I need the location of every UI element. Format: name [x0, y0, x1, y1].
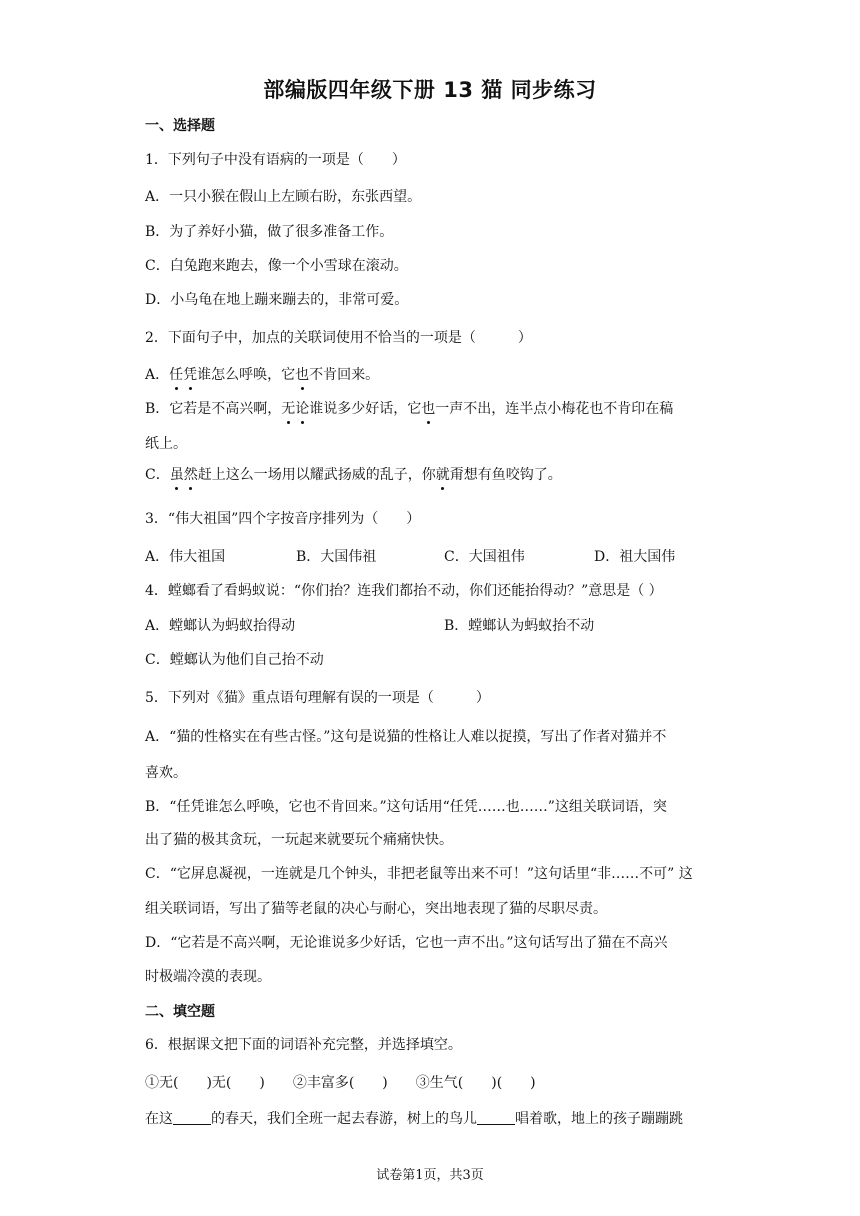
- question-1-stem: 1．下列句子中没有语病的一项是（ ）: [145, 152, 406, 168]
- fill-blank[interactable]: [173, 1110, 211, 1125]
- question-3-stem: 3．“伟大祖国”四个字按音序排列为（ ）: [145, 511, 421, 527]
- question-3-option-a: A．伟大祖国: [145, 549, 226, 565]
- question-3-option-c: C．大国祖伟: [444, 549, 525, 565]
- emphasis-char: 任: [169, 364, 183, 384]
- question-1-option-d: D．小乌龟在地上蹦来蹦去的，非常可爱。: [145, 292, 409, 308]
- section-heading-choice: 一、选择题: [145, 118, 215, 134]
- page-footer: 试卷第1页，共3页: [376, 1168, 484, 1183]
- emphasis-char: 虽: [170, 464, 184, 484]
- question-5-option-a: A．“猫的性格实在有些古怪。”这句是说猫的性格让人难以捉摸，写出了作者对猫并不: [145, 729, 667, 745]
- question-5-option-d: D．“它若是不高兴啊，无论谁说多少好话，它也一声不出。”这句话写出了猫在不高兴: [145, 935, 668, 951]
- question-5-option-d-continued: 时极端冷漠的表现。: [145, 969, 271, 985]
- emphasis-char: 然: [184, 464, 198, 484]
- question-4-option-c: C．螳螂认为他们自己抬不动: [145, 652, 324, 668]
- question-2-stem: 2．下面句子中，加点的关联词使用不恰当的一项是（ ）: [145, 330, 532, 346]
- question-1-option-b: B．为了养好小猫，做了很多准备工作。: [145, 224, 394, 240]
- question-2-option-a: A．任凭谁怎么呼唤，它也不肯回来。: [145, 364, 379, 384]
- question-4-stem: 4．螳螂看了看蚂蚁说：“你们抬？连我们都抬不动，你们还能抬得动？”意思是（ ）: [145, 583, 663, 599]
- question-5-option-b-continued: 出了猫的极其贪玩，一玩起来就要玩个痛痛快快。: [145, 832, 453, 848]
- question-5-option-c: C．“它屏息凝视，一连就是几个钟头，非把老鼠等出来不可！”这句话里“非……不可” 这: [145, 866, 693, 882]
- emphasis-char: 就: [436, 464, 450, 484]
- emphasis-char: 凭: [183, 364, 197, 384]
- question-5-option-c-continued: 组关联词语，写出了猫等老鼠的决心与耐心，突出地表现了猫的尽职尽责。: [145, 901, 607, 917]
- emphasis-char: 也: [295, 364, 309, 384]
- page-title: 部编版四年级下册 13 猫 同步练习: [263, 78, 597, 102]
- question-6-stem: 6．根据课文把下面的词语补充完整，并选择填空。: [145, 1037, 462, 1053]
- question-5-option-a-continued: 喜欢。: [145, 765, 187, 781]
- question-2-option-c: C．虽然赶上这么一场用以耀武扬威的乱子，你就甭想有鱼咬钩了。: [145, 464, 562, 484]
- question-3-option-b: B．大国伟祖: [296, 549, 377, 565]
- question-4-option-b: B．螳螂认为蚂蚁抬不动: [444, 618, 595, 634]
- fill-blank[interactable]: [477, 1110, 515, 1125]
- question-5-stem: 5．下列对《猫》重点语句理解有误的一项是（ ）: [145, 690, 490, 706]
- question-5-option-b: B．“任凭谁怎么呼唤，它也不肯回来。”这句话用“任凭……也……”这组关联词语，突: [145, 799, 667, 815]
- question-1-option-c: C．白兔跑来跑去，像一个小雪球在滚动。: [145, 258, 408, 274]
- emphasis-char: 论: [295, 398, 309, 418]
- emphasis-char: 无: [281, 398, 295, 418]
- emphasis-char: 也: [421, 398, 435, 418]
- question-4-option-a: A．螳螂认为蚂蚁抬得动: [145, 618, 296, 634]
- question-2-option-b-continued: 纸上。: [145, 436, 187, 452]
- question-6-passage: 在这 的春天，我们全班一起去春游，树上的鸟儿 唱着歌，地上的孩子蹦蹦跳: [145, 1111, 683, 1127]
- question-3-option-d: D．祖大国伟: [594, 549, 676, 565]
- question-1-option-a: A．一只小猴在假山上左顾右盼，东张西望。: [145, 189, 422, 205]
- question-6-words: ①无( )无( ) ②丰富多( ) ③生气( )( ): [145, 1075, 536, 1091]
- question-2-option-b: B．它若是不高兴啊，无论谁说多少好话，它也一声不出，连半点小梅花也不肯印在稿: [145, 398, 673, 418]
- section-heading-fill: 二、填空题: [145, 1004, 215, 1020]
